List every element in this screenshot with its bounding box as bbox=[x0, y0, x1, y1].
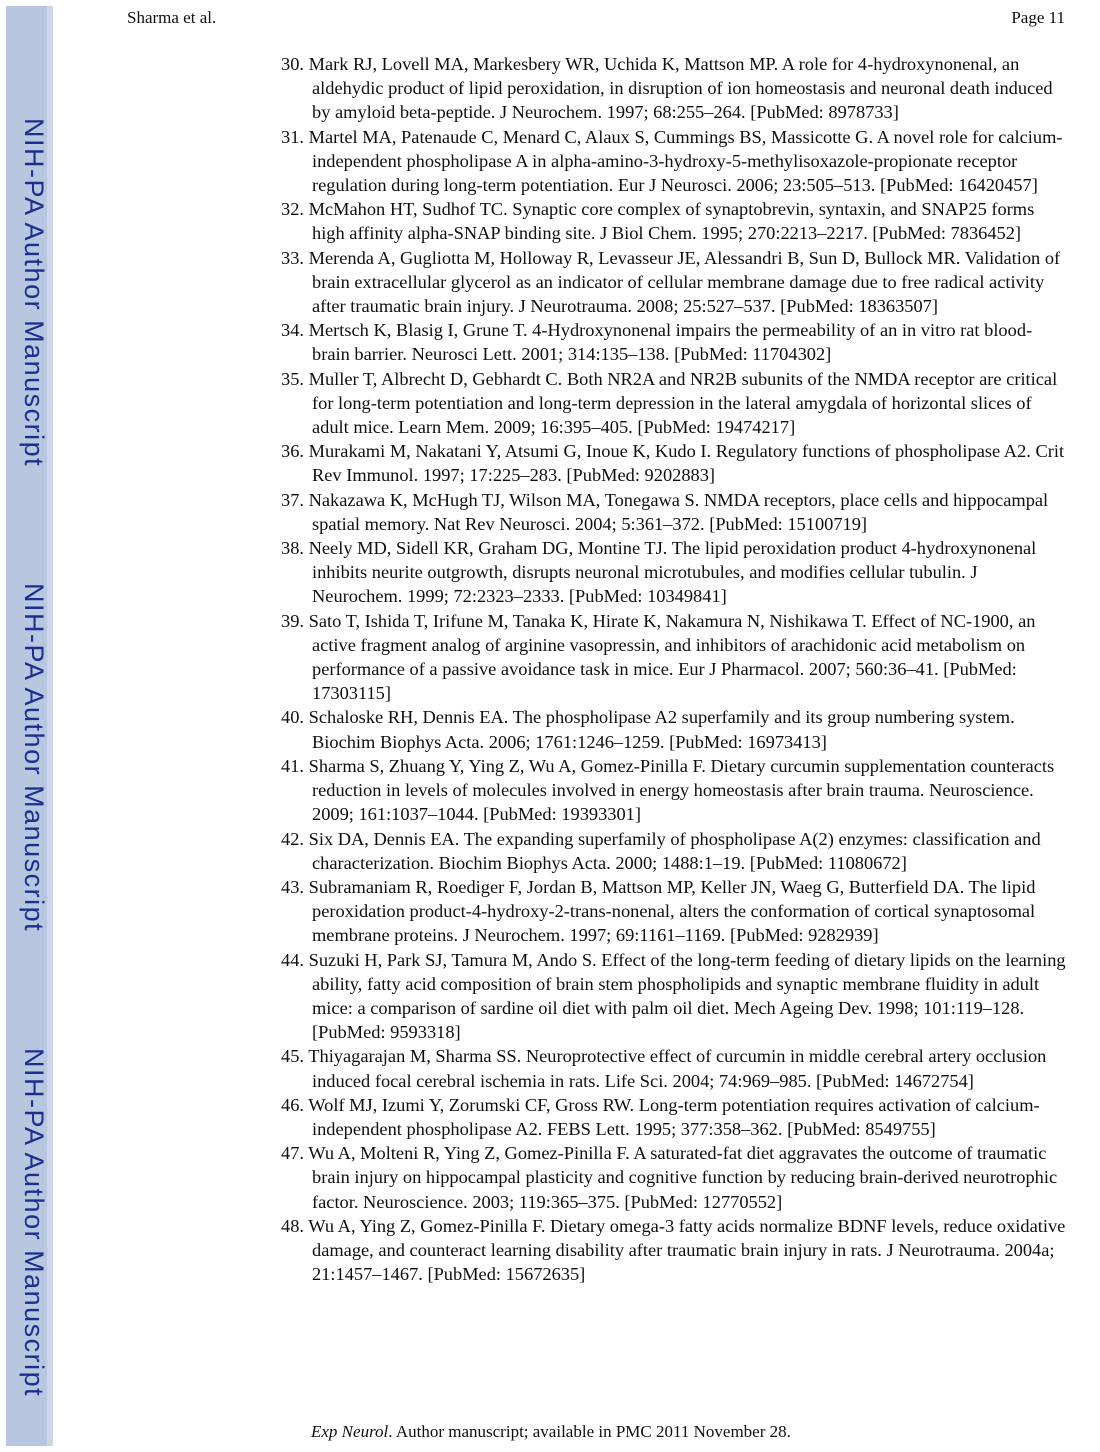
reference-text: Merenda A, Gugliotta M, Holloway R, Levasseur JE, Alessandri B, Sun D, Bullock MR. Validation of brain extracellular glycerol as an indicator of cellular membrane damage due to free radical activity after traumatic brain injury. J Neurotrauma. 2008; 25:527–537. [PubMed: 18363507] bbox=[308, 247, 1061, 317]
reference-number: 48. bbox=[281, 1215, 304, 1236]
reference-text: Suzuki H, Park SJ, Tamura M, Ando S. Effect of the long-term feeding of dietary lipids on the learning ability, fatty acid composition of brain stem phospholipids and synaptic membrane fluidity in adult mice: a comparison of sardine oil diet with palm oil diet. Mech Ageing Dev. 1998; 101:119–128. [PubMed: 9593318] bbox=[308, 949, 1066, 1043]
reference-item bbox=[281, 754, 1069, 827]
reference-item bbox=[281, 705, 1069, 753]
reference-text: Murakami M, Nakatani Y, Atsumi G, Inoue K, Kudo I. Regulatory functions of phospholipase A2. Crit Rev Immunol. 1997; 17:225–283. [PubMed: 9202883] bbox=[308, 441, 1065, 486]
footer-citation bbox=[311, 1422, 791, 1442]
reference-item bbox=[281, 488, 1069, 536]
reference-item bbox=[281, 1044, 1069, 1092]
reference-number: 35. bbox=[281, 368, 304, 389]
reference-text: Six DA, Dennis EA. The expanding superfamily of phospholipase A(2) enzymes: classification and characterization. Biochim Biophys Acta. 2000; 1488:1–19. [PubMed: 11080672] bbox=[308, 828, 1041, 873]
reference-number: 34. bbox=[281, 320, 304, 341]
reference-number: 42. bbox=[281, 828, 304, 849]
reference-item bbox=[281, 827, 1069, 875]
reference-text: Wu A, Ying Z, Gomez-Pinilla F. Dietary omega-3 fatty acids normalize BDNF levels, reduce oxidative damage, and counteract learning disability after traumatic brain injury in rats. J Neurotrauma. 2004a; 21:1457–1467. [PubMed: 15672635] bbox=[308, 1215, 1066, 1285]
reference-item bbox=[281, 367, 1069, 440]
reference-text: Subramaniam R, Roediger F, Jordan B, Mattson MP, Keller JN, Waeg G, Butterfield DA. The lipid peroxidation product-4-hydroxy-2-trans-nonenal, alters the conformation of cortical synaptosomal membrane proteins. J Neurochem. 1997; 69:1161–1169. [PubMed: 9282939] bbox=[308, 876, 1036, 946]
reference-item bbox=[281, 536, 1069, 609]
reference-text: Mark RJ, Lovell MA, Markesbery WR, Uchida K, Mattson MP. A role for 4-hydroxynonenal, an aldehydic product of lipid peroxidation, in disruption of ion homeostasis and neuronal death induced by amyloid beta-peptide. J Neurochem. 1997; 68:255–264. [PubMed: 8978733] bbox=[308, 54, 1053, 123]
reference-item bbox=[281, 1093, 1069, 1141]
reference-item bbox=[281, 318, 1069, 366]
sidebar-watermark-label: NIH-PA Author Manuscript bbox=[19, 583, 49, 933]
header-author: Sharma et al. bbox=[127, 8, 217, 27]
header-page-number: Page 11 bbox=[1011, 8, 1065, 27]
reference-item bbox=[281, 246, 1069, 319]
reference-text: Martel MA, Patenaude C, Menard C, Alaux S, Cummings BS, Massicotte G. A novel role for calcium-independent phospholipase A in alpha-amino-3-hydroxy-5-methylisoxazole-propionate receptor regulation during long-term potentiation. Eur J Neurosci. 2006; 23:505–513. [PubMed: 16420457] bbox=[308, 126, 1063, 196]
reference-number: 46. bbox=[281, 1094, 304, 1115]
reference-item bbox=[281, 609, 1069, 706]
reference-item bbox=[281, 948, 1069, 1045]
reference-item bbox=[281, 1141, 1069, 1214]
reference-number: 45. bbox=[281, 1046, 304, 1067]
reference-number: 38. bbox=[281, 538, 304, 559]
reference-text: Wolf MJ, Izumi Y, Zorumski CF, Gross RW. Long-term potentiation requires activation of calcium-independent phospholipase A2. FEBS Lett. 1995; 377:358–362. [PubMed: 8549755] bbox=[308, 1094, 1040, 1139]
reference-number: 36. bbox=[281, 441, 304, 462]
reference-number: 33. bbox=[281, 247, 304, 268]
reference-number: 39. bbox=[281, 610, 304, 631]
reference-list bbox=[281, 52, 1069, 1286]
reference-number: 47. bbox=[281, 1143, 304, 1164]
reference-text: McMahon HT, Sudhof TC. Synaptic core complex of synaptobrevin, syntaxin, and SNAP25 forms high affinity alpha-SNAP binding site. J Biol Chem. 1995; 270:2213–2217. [PubMed: 7836452] bbox=[308, 199, 1035, 244]
sidebar-watermark-label: NIH-PA Author Manuscript bbox=[19, 118, 49, 468]
reference-item bbox=[281, 197, 1069, 245]
sidebar-watermark-label: NIH-PA Author Manuscript bbox=[19, 1048, 49, 1398]
reference-number: 43. bbox=[281, 876, 304, 897]
reference-number: 40. bbox=[281, 707, 304, 728]
reference-item bbox=[281, 1214, 1069, 1287]
reference-item bbox=[281, 125, 1069, 198]
reference-text: Mertsch K, Blasig I, Grune T. 4-Hydroxynonenal impairs the permeability of an in vitro rat blood-brain barrier. Neurosci Lett. 2001; 314:135–138. [PubMed: 11704302] bbox=[308, 320, 1033, 365]
reference-text: Schaloske RH, Dennis EA. The phospholipase A2 superfamily and its group numbering system. Biochim Biophys Acta. 2006; 1761:1246–1259. [PubMed: 16973413] bbox=[308, 707, 1015, 752]
reference-number: 44. bbox=[281, 949, 304, 970]
reference-text: Sato T, Ishida T, Irifune M, Tanaka K, Hirate K, Nakamura N, Nishikawa T. Effect of NC-1900, an active fragment analog of arginine vasopressin, and inhibitors of arachidonic acid metabolism on performance of a passive avoidance task in mice. Eur J Pharmacol. 2007; 560:36–41. [PubMed: 17303115] bbox=[308, 610, 1036, 704]
footer-citation-text: . Author manuscript; available in PMC 2011 November 28. bbox=[388, 1422, 791, 1441]
reference-number: 32. bbox=[281, 199, 304, 220]
reference-item bbox=[281, 439, 1069, 487]
reference-text: Thiyagarajan M, Sharma SS. Neuroprotective effect of curcumin in middle cerebral artery occlusion induced focal cerebral ischemia in rats. Life Sci. 2004; 74:969–985. [PubMed: 14672754] bbox=[308, 1046, 1047, 1091]
reference-number: 31. bbox=[281, 126, 304, 147]
reference-text: Muller T, Albrecht D, Gebhardt C. Both NR2A and NR2B subunits of the NMDA receptor are critical for long-term potentiation and long-term depression in the lateral amygdala of horizontal slices of adult mice. Learn Mem. 2009; 16:395–405. [PubMed: 19474217] bbox=[308, 368, 1058, 438]
reference-text: Nakazawa K, McHugh TJ, Wilson MA, Tonegawa S. NMDA receptors, place cells and hippocampal spatial memory. Nat Rev Neurosci. 2004; 5:361–372. [PubMed: 15100719] bbox=[308, 489, 1049, 534]
reference-text: Sharma S, Zhuang Y, Ying Z, Wu A, Gomez-Pinilla F. Dietary curcumin supplementation counteracts reduction in levels of molecules involved in energy homeostasis after brain trauma. Neuroscience. 2009; 161:1037–1044. [PubMed: 19393301] bbox=[308, 755, 1055, 825]
reference-number: 41. bbox=[281, 755, 304, 776]
reference-number: 30. bbox=[281, 54, 304, 74]
reference-text: Wu A, Molteni R, Ying Z, Gomez-Pinilla F. A saturated-fat diet aggravates the outcome of traumatic brain injury on hippocampal plasticity and cognitive function by reducing brain-derived neurotrophic factor. Neuroscience. 2003; 119:365–375. [PubMed: 12770552] bbox=[308, 1143, 1058, 1212]
reference-item bbox=[281, 52, 1069, 125]
reference-text: Neely MD, Sidell KR, Graham DG, Montine TJ. The lipid peroxidation product 4-hydroxynonenal inhibits neurite outgrowth, disrupts neuronal microtubules, and modifies cellular tubulin. J Neurochem. 1999; 72:2323–2333. [PubMed: 10349841] bbox=[308, 538, 1037, 607]
reference-item bbox=[281, 875, 1069, 948]
reference-number: 37. bbox=[281, 489, 304, 510]
footer-journal-name: Exp Neurol bbox=[311, 1422, 389, 1441]
